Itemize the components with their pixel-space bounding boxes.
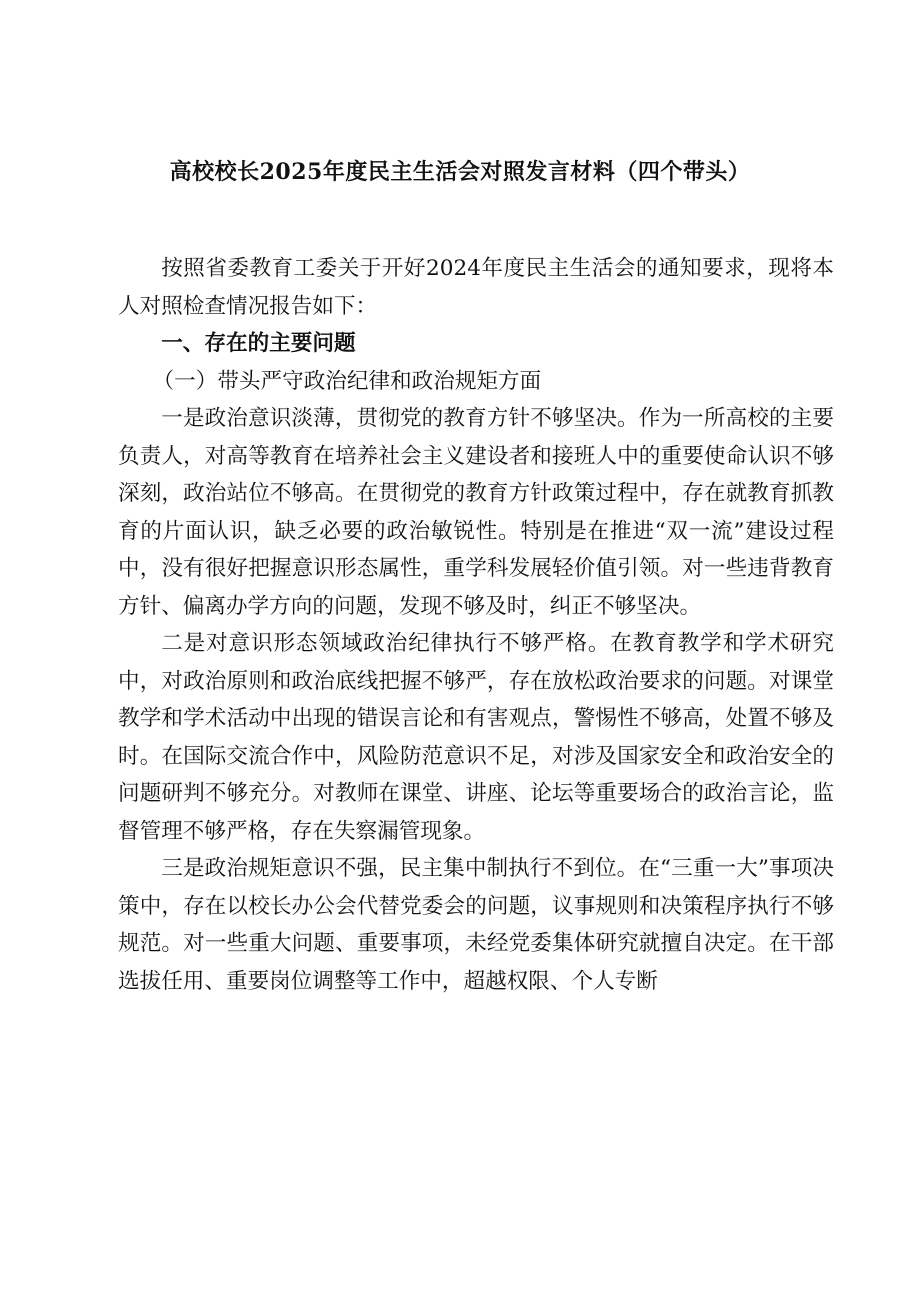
section-heading: 一、存在的主要问题 [161,331,356,356]
body-paragraph-1: 一是政治意识淡薄，贯彻党的教育方针不够坚决。作为一所高校的主要负责人，对高等教育在培养社会主义建设者和接班人中的重要使命认识不够深刻，政治站位不够高。在贯彻党的教育方针政策过程中，存在就教育抓教育的片面认识，缺乏必要的政治敏锐性。特别是在推进“双一流”建设过程中，没有很好把握意识形态属性，重学科发展轻价值引领。对一些违背教育方针、偏离办学方向的问题，发现不够及时，纠正不够坚决。 [118,406,834,619]
intro-paragraph: 按照省委教育工委关于开好2024年度民主生活会的通知要求，现将本人对照检查情况报告如下： [118,256,834,319]
document-body [118,250,834,1000]
body-paragraph-2: 二是对意识形态领域政治纪律执行不够严格。在教育教学和学术研究中，对政治原则和政治底线把握不够严，存在放松政治要求的问题。对课堂教学和学术活动中出现的错误言论和有害观点，警惕性不够高，处置不够及时。在国际交流合作中，风险防范意识不足，对涉及国家安全和政治安全的问题研判不够充分。对教师在课堂、讲座、论坛等重要场合的政治言论，监督管理不够严格，存在失察漏管现象。 [118,631,834,844]
document-title: 高校校长2025年度民主生活会对照发言材料（四个带头） [169,159,751,185]
body-paragraph-3: 三是政治规矩意识不强，民主集中制执行不到位。在“三重一大”事项决策中，存在以校长办公会代替党委会的问题，议事规则和决策程序执行不够规范。对一些重大问题、重要事项，未经党委集体研究就擅自决定。在干部选拔任用、重要岗位调整等工作中，超越权限、个人专断 [118,856,834,994]
subsection-heading: （一）带头严守政治纪律和政治规矩方面 [152,368,542,394]
